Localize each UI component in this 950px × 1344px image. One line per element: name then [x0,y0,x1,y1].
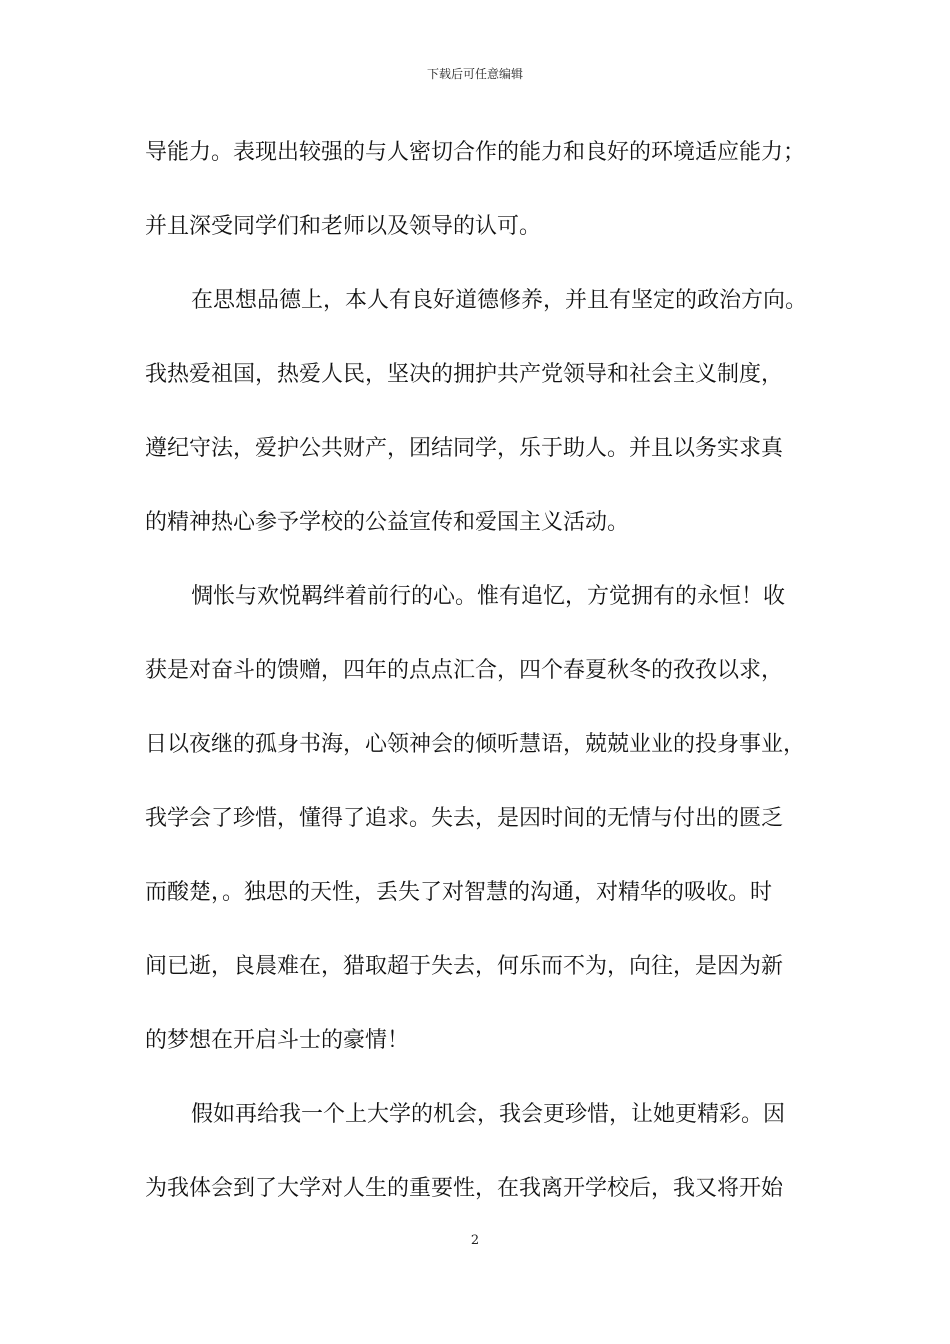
text-line: 导能力。表现出较强的与人密切合作的能力和良好的环境适应能力； [145,140,806,165]
text-line: 我热爱祖国，热爱人民，坚决的拥护共产党领导和社会主义制度， [145,362,784,387]
paragraph-first-line: 在思想品德上，本人有良好道德修养，并且有坚定的政治方向。 [191,288,808,313]
text-line: 获是对奋斗的馈赠，四年的点点汇合，四个春夏秋冬的孜孜以求， [145,658,784,683]
text-line: 遵纪守法，爱护公共财产，团结同学，乐于助人。并且以务实求真 [145,436,784,461]
text-line: 的精神热心参予学校的公益宣传和爱国主义活动。 [145,510,630,535]
text-line: 间已逝，良晨难在，猎取超于失去，何乐而不为，向往，是因为新 [145,954,784,979]
document-body [145,124,815,1234]
paragraph-first-line: 惆怅与欢悦羁绊着前行的心。惟有追忆，方觉拥有的永恒！收 [191,584,786,609]
paragraph-first-line: 假如再给我一个上大学的机会，我会更珍惜，让她更精彩。因 [191,1102,786,1127]
page-number: 2 [470,1233,480,1248]
text-line: 而酸楚，。独思的天性，丢失了对智慧的沟通，对精华的吸收。时 [145,880,773,905]
page-header: 下载后可任意编辑 [426,67,523,81]
text-line: 为我体会到了大学对人生的重要性，在我离开学校后，我又将开始 [145,1176,784,1201]
text-line: 我学会了珍惜，懂得了追求。失去，是因时间的无情与付出的匮乏 [145,806,784,831]
text-line: 的梦想在开启斗士的豪情！ [145,1028,410,1053]
text-line: 日以夜继的孤身书海，心领神会的倾听慧语，兢兢业业的投身事业， [145,732,806,757]
text-line: 并且深受同学们和老师以及领导的认可。 [145,214,542,239]
